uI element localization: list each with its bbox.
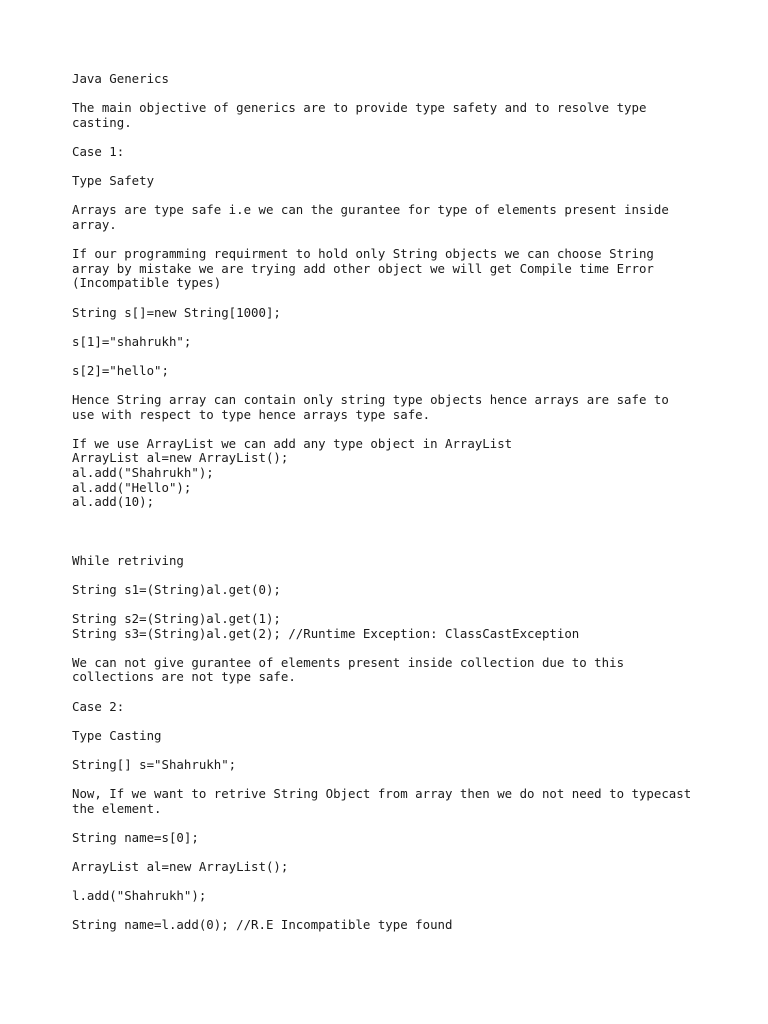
- spacer: [72, 685, 712, 700]
- paragraph: [72, 145, 712, 160]
- spacer: [72, 320, 712, 335]
- paragraph: [72, 729, 712, 744]
- text-line: casting.: [72, 114, 132, 130]
- code-text: String[] s="Shahrukh";: [72, 756, 237, 772]
- code-text: String s3=(String)al.get(2); //Runtime Exception: ClassCastException: [72, 625, 580, 641]
- code-text: String name=s[0];: [72, 829, 199, 845]
- code-text: String s[]=new String[1000];: [72, 304, 281, 320]
- text-line: If our programming requirment to hold only String objects we can choose String: [72, 246, 654, 262]
- section-heading: Type Casting: [72, 727, 162, 743]
- paragraph: [72, 656, 712, 685]
- spacer: [72, 539, 712, 554]
- spacer: [72, 189, 712, 204]
- code-line: [72, 583, 712, 598]
- spacer: [72, 743, 712, 758]
- paragraph: [72, 700, 712, 715]
- code-text: al.add(10);: [72, 494, 155, 510]
- spacer: [72, 714, 712, 729]
- spacer: [72, 904, 712, 919]
- code-text: String s2=(String)al.get(1);: [72, 610, 281, 626]
- code-line: [72, 335, 712, 350]
- spacer: [72, 845, 712, 860]
- paragraph: [72, 101, 712, 130]
- code-text: al.add("Shahrukh");: [72, 465, 214, 481]
- code-line: [72, 860, 712, 875]
- code-block: [72, 612, 712, 641]
- code-text: l.add("Shahrukh");: [72, 888, 207, 904]
- blank-line: [72, 524, 712, 539]
- spacer: [72, 641, 712, 656]
- code-text: s[1]="shahrukh";: [72, 333, 192, 349]
- text-line: Now, If we want to retrive String Object from array then we do not need to typecast: [72, 786, 692, 802]
- spacer: [72, 773, 712, 788]
- text-line: array.: [72, 216, 117, 232]
- section-heading: Type Safety: [72, 173, 155, 189]
- text-line: (Incompatible types): [72, 275, 222, 291]
- document-title: Java Generics: [72, 71, 169, 86]
- code-block: [72, 437, 712, 510]
- text-line: array by mistake we are trying add other object we will get Compile time Error: [72, 260, 654, 276]
- spacer: [72, 349, 712, 364]
- spacer: [72, 160, 712, 175]
- text-line: We can not give gurantee of elements present inside collection due to this: [72, 654, 625, 670]
- paragraph: [72, 554, 712, 569]
- spacer: [72, 875, 712, 890]
- text-line: Arrays are type safe i.e we can the gurantee for type of elements present inside: [72, 202, 669, 218]
- code-line: [72, 758, 712, 773]
- paragraph: [72, 787, 712, 816]
- code-text: String name=l.add(0); //R.E Incompatible type found: [72, 917, 453, 933]
- text-line: Hence String array can contain only string type objects hence arrays are safe to: [72, 392, 669, 408]
- spacer: [72, 233, 712, 248]
- text-line: The main objective of generics are to provide type safety and to resolve type: [72, 100, 647, 116]
- text-line: If we use ArrayList we can add any type object in ArrayList: [72, 435, 513, 451]
- spacer: [72, 422, 712, 437]
- paragraph: [72, 393, 712, 422]
- spacer: [72, 816, 712, 831]
- code-line: [72, 889, 712, 904]
- text-line: use with respect to type hence arrays type safe.: [72, 406, 431, 422]
- text-line: collections are not type safe.: [72, 669, 296, 685]
- code-text: String s1=(String)al.get(0);: [72, 581, 281, 597]
- paragraph: [72, 203, 712, 232]
- spacer: [72, 568, 712, 583]
- text-line: Case 1:: [72, 143, 125, 159]
- spacer: [72, 510, 712, 525]
- text-line: While retriving: [72, 552, 184, 568]
- text-line: Case 2:: [72, 698, 125, 714]
- paragraph: [72, 174, 712, 189]
- spacer: [72, 597, 712, 612]
- code-line: [72, 364, 712, 379]
- code-text: s[2]="hello";: [72, 362, 169, 378]
- document-body: [72, 72, 712, 933]
- code-line: [72, 831, 712, 846]
- spacer: [72, 87, 712, 102]
- spacer: [72, 130, 712, 145]
- paragraph: [72, 247, 712, 291]
- spacer: [72, 378, 712, 393]
- code-line: [72, 918, 712, 933]
- code-text: al.add("Hello");: [72, 479, 192, 495]
- code-text: ArrayList al=new ArrayList();: [72, 859, 289, 875]
- code-line: [72, 306, 712, 321]
- text-line: the element.: [72, 800, 162, 816]
- spacer: [72, 291, 712, 306]
- code-text: ArrayList al=new ArrayList();: [72, 450, 289, 466]
